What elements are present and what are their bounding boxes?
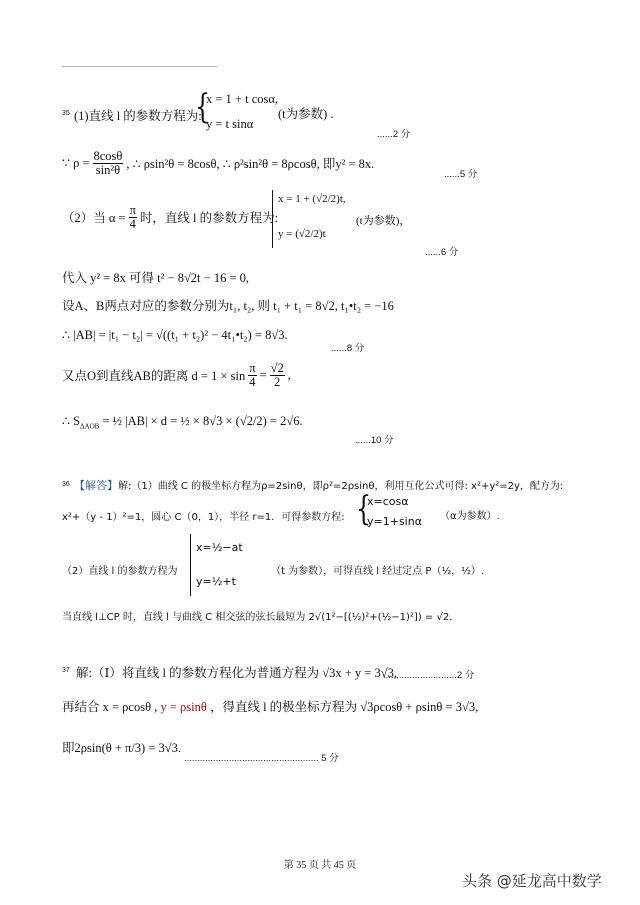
- watermark: 头条 @延龙高中数学: [462, 872, 602, 890]
- fraction-numerator: 8cosθ: [93, 149, 123, 163]
- equation-text: 又点O到直线AB的距离 d = 1 × sin: [62, 369, 246, 383]
- score: ......10 分: [355, 435, 394, 446]
- brace-icon: {: [356, 489, 372, 529]
- equation-text: ∵ ρ =: [62, 156, 90, 170]
- equation-text: , ∴ ρsin²θ = 8cosθ, ∴ ρ²sin²θ = 8ρcosθ, 即y² = 8x.: [126, 157, 375, 171]
- fraction: [129, 204, 137, 230]
- equation-line: ∴ |AB| = |t₁ − t₂| = √((t₁ + t₂)² − 4t₁•t₂) = 8√3.: [62, 328, 288, 342]
- param-x: x = 1 + (√2/2)t,: [278, 193, 346, 205]
- equation-text: =: [259, 367, 267, 382]
- text-part: 再结合 x = ρcosθ ,: [62, 700, 158, 714]
- equation-line: [62, 362, 291, 388]
- problem-number: 35: [62, 110, 70, 117]
- param-x: x=cosα: [367, 495, 409, 508]
- score: ......5 分: [444, 169, 478, 180]
- score: ......6 分: [425, 247, 459, 258]
- equation-line: 代入 y² = 8x 可得 t² − 8√2t − 16 = 0,: [62, 271, 249, 285]
- equation-text: ,: [287, 367, 291, 382]
- text-line: 当直线 l⊥CP 时，直线 l 与曲线 C 相交弦的弦长最短为 2√(1²−[(½)²+(½−1)²]) = √2.: [62, 612, 453, 623]
- param-x: x = 1 + t cosα,: [206, 92, 279, 106]
- fraction-denominator: sin²θ: [95, 162, 121, 177]
- equation-line: [62, 204, 278, 230]
- header-rule: [62, 66, 217, 67]
- equation-text: 时，直线 l 的参数方程为:: [139, 211, 279, 225]
- text-line: （t 为参数），可得直线 l 经过定点 P（½，½）.: [271, 566, 485, 577]
- fraction-numerator: √2: [270, 361, 284, 375]
- text-line: x²+（y - 1）²=1，圆心 C（0，1），半径 r=1．可得参数方程:: [62, 512, 345, 523]
- text-line: [62, 697, 478, 715]
- param-y: y=½+t: [196, 575, 236, 588]
- text-line: 即2ρsin(θ + π/3) = 3√3.: [62, 741, 182, 755]
- equation-text: ∴ S: [62, 414, 81, 428]
- brace-icon: {: [195, 87, 211, 127]
- fraction: [248, 362, 256, 388]
- bracket-icon: [272, 190, 273, 248]
- score: ......2 分: [377, 129, 411, 140]
- param-y: y=1+sinα: [367, 515, 422, 528]
- param-note: (t为参数)，: [356, 215, 411, 227]
- text-line: （2）直线 l 的参数方程为: [62, 566, 178, 577]
- fraction: [93, 150, 124, 176]
- param-y: y = t sinα: [206, 117, 254, 131]
- score: ............................2 分: [383, 670, 475, 681]
- fraction-denominator: 4: [249, 374, 256, 389]
- fraction-numerator: π: [129, 203, 136, 217]
- param-x: x=½−at: [196, 541, 243, 554]
- problem-number: 36: [62, 481, 70, 488]
- problem-intro: (1)直线 l 的参数方程为:: [74, 109, 202, 123]
- fraction-denominator: 4: [129, 216, 136, 231]
- text-line: 解:（Ⅰ）将直线 l 的参数方程化为普通方程为 √3x + y = 3√3,: [76, 666, 397, 680]
- param-y: y = (√2/2)t: [278, 228, 326, 240]
- bracket-icon: [190, 534, 191, 596]
- param-note: （α为参数）.: [440, 511, 500, 522]
- equation-line: [62, 150, 374, 176]
- text-line: 解:（1）曲线 C 的极坐标方程为ρ=2sinθ，即ρ²=2ρsinθ，利用互化公式可得: x²+y²=2y，配方为:: [118, 481, 564, 492]
- fraction-numerator: π: [249, 361, 256, 375]
- param-note: (t为参数) .: [278, 107, 334, 121]
- problem-number: 37: [62, 667, 70, 674]
- equation-line: [62, 413, 303, 431]
- text-part: ，得直线 l 的极坐标方程为 √3ρcosθ + ρsinθ = 3√3,: [209, 700, 479, 714]
- highlighted-equation: y = ρsinθ: [160, 700, 207, 714]
- fraction: [270, 362, 285, 388]
- subscript: ΔAOB: [80, 422, 100, 431]
- page-footer: 第 35 页 共 45 页: [283, 860, 357, 871]
- equation-text: = ½ |AB| × d = ½ × 8√3 × (√2/2) = 2√6.: [102, 414, 303, 428]
- fraction-denominator: 2: [274, 374, 281, 389]
- equation-line: 设A、B两点对应的参数分别为t₁, t₂, 则 t₁ + t₁ = 8√2, t₁•t₂ = −16: [62, 299, 394, 313]
- answer-tag: 【解答】: [74, 479, 118, 492]
- score: ......8 分: [331, 343, 365, 354]
- equation-text: （2）当 α =: [62, 211, 126, 225]
- score: ................................................... 5 分: [184, 753, 339, 764]
